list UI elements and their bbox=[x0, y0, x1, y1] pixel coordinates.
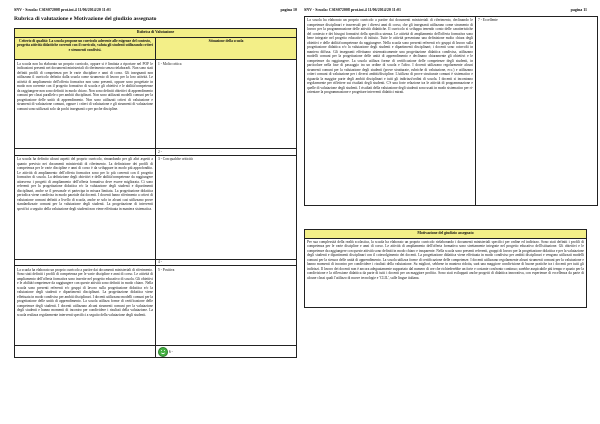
score-option[interactable]: 2 - bbox=[156, 149, 297, 156]
page-right bbox=[304, 7, 587, 356]
header-school-info: SNV - Scuola: CSIS072008 prot.int.4 11/06/2014/20 11:01 bbox=[14, 7, 111, 12]
rubric-criteria-header: Criterio di qualità: La scuola propone un curricolo aderente alle esigenze del contesto, progetta attività didattiche coerenti con il curricolo, valuta gli studenti utilizzando criteri e strumenti condivisi. bbox=[15, 37, 156, 60]
rubric-row-description: La scuola ha elaborato un proprio curricolo a partire dai documenti ministeriali di riferimento. Sono stati definiti i profili di competenza per le varie discipline e anni di corso. Le attività di ampliamento dell'offerta formativa sono inserite nel progetto educativo di scuola. Gli obiettivi e le abilità/competenze da raggiungere con queste attività sono definiti in modo chiaro. Nella scuola sono presenti referenti e/o gruppi di lavoro sulla progettazione didattica e/o la valutazione degli studenti e dipartimenti disciplinari. La progettazione didattica viene effettuata in modo condiviso per ambiti disciplinari. I docenti utilizzano modelli comuni per la progettazione delle unità di apprendimento. La scuola utilizza forme di certificazione delle competenze degli studenti. I docenti utilizzano alcuni strumenti comuni per la valutazione degli studenti e hanno momenti di incontro per condividere i risultati della valutazione. La scuola realizza regolarmente interventi specifici a seguito della valutazione degli studenti. bbox=[15, 266, 156, 346]
header-page-number: pagina 11 bbox=[570, 7, 587, 12]
motivation-text: Per sua complessità della realtà scolastica, la scuola ha elaborato un proprio curricolo rielaborando i documenti ministeriali specifici per ordine ed indirizzo. Sono stati definiti i profili di competenza per le varie discipline e anni di corso. Le attività di ampliamento dell'offerta formativa sono strettamente integrate nel progetto educativo dell'istituzione. Gli obiettivi e le competenze da raggiungere con queste attività sono definiti in modo chiaro e trasparente. Nella scuola sono presenti referenti, gruppi di lavoro per la progettazione didattica e per la valutazione degli studenti e dipartimenti disciplinari con il coinvolgimento dei docenti. La progettazione didattica viene effettuata in modo condiviso per ambiti disciplinari e vengono utilizzati modelli comuni per la stesura delle unità di apprendimento. La scuola utilizza forme di certificazione delle competenze. I docenti utilizzano regolarmente alcuni strumenti comuni per la valutazione e hanno momenti di incontro per condividere i risultati della valutazione. Su migliori, sebbene in maniera ridotta, sarà una maggiore condivisione di buone pratiche tra i docenti per tutti gli indirizzi. Il lavoro dei docenti non è ancora adeguatamente supportato dal numero di ore che richiederebbe un forte e costante confronto continuo; sarebbe auspicabile più tempo e spazio per la condivisione e la riflessione didattica da parte di tutti i docenti per un maggiore profitto. Sono stati sviluppati anche progetti di didattica innovativa, con esperienze di eccellenza da parte di alcune classi quali l'utilizzo di nuove tecnologie e 'CLIL', sulle lingue italiana. bbox=[305, 238, 587, 308]
rubric-table bbox=[14, 28, 297, 358]
rubric-row-description: La scuola non ha elaborato un proprio curricolo, oppure si è limitata a riportare nel POF le indicazioni presenti nei documenti ministeriali di riferimento senza rielaborarli. Non sono stati definiti profili di competenza per le varie discipline e anni di corso. Gli insegnanti non utilizzano il curricolo definito dalla scuola come strumento di lavoro per la loro attività. Le attività di ampliamento dell'offerta formativa non sono presenti, oppure sono progettate in modo non coerente con il progetto formativo di scuola e gli obiettivi e le abilità/competenze da raggiungere non sono definiti in modo chiaro. Non sono definiti obiettivi di apprendimento comuni per classi parallele o per ambiti disciplinari. Non sono utilizzati modelli comuni per la progettazione delle unità di apprendimento. Non sono utilizzati criteri di valutazione e strumenti di valutazione comuni, oppure i criteri di valutazione e gli strumenti di valutazione comuni sono utilizzati solo da pochi insegnanti o per poche discipline. bbox=[15, 60, 156, 149]
rubric-row bbox=[15, 266, 297, 346]
rubric-row-description: La scuola ha elaborato un proprio curricolo a partire dai documenti ministeriali di riferimento, declinando le competenze disciplinari e trasversali per i diversi anni di corso, che gli insegnanti utilizzano come strumento di lavoro per la programmazione delle attività didattiche. Il curricolo si sviluppa tenendo conto delle caratteristiche del contesto e dei bisogni formativi della specifica utenza. Le attività di ampliamento dell'offerta formativa sono bene integrate nel progetto educativo di istituto. Tutte le attività presentano una definizione molto chiara degli obiettivi e delle abilità/competenze da raggiungere. Nella scuola sono presenti referenti e/o gruppi di lavoro sulla progettazione didattica e/o la valutazione degli studenti e dipartimenti disciplinari; i docenti sono coinvolti in maniera diffusa. Gli insegnanti effettuano sistematicamente una progettazione didattica condivisa, utilizzano modelli comuni per la progettazione delle unità di apprendimento e declinano chiaramente gli obiettivi e le competenze da raggiungere. La scuola utilizza forme di certificazione delle competenze degli studenti, in particolare nella fase di passaggio tra un ordine di scuola e l'altro. I docenti utilizzano regolarmente alcuni strumenti comuni per la valutazione degli studenti (prove strutturate, rubriche di valutazione, ecc.) e utilizzano criteri comuni di valutazione per i diversi ambiti/discipline. L'utilizzo di prove strutturate comuni è sistematico e riguarda la maggior parte degli ambiti disciplinari e tutti gli indirizzi/ordini di scuola. I docenti si incontrano regolarmente per riflettere sui risultati degli studenti. C'è una forte relazione tra le attività di programmazione e quelle di valutazione degli studenti. I risultati della valutazione degli studenti sono usati in modo sistematico per ri-orientare la programmazione e progettare interventi didattici mirati. bbox=[305, 17, 476, 206]
rubric-situation-header: Situazione della scuola bbox=[156, 37, 297, 60]
rubric-caption: Rubrica di Valutazione bbox=[15, 29, 297, 38]
rubric-row-level[interactable]: 7 - Eccellente bbox=[476, 17, 598, 206]
page-header bbox=[14, 7, 297, 13]
score-option[interactable]: 4 - bbox=[156, 259, 297, 266]
score-spacer bbox=[15, 346, 156, 358]
rubric-row-description: La scuola ha definito alcuni aspetti del proprio curricolo, rimandando per gli altri aspetti a quanto previsto nei documenti ministeriali di riferimento. La definizione dei profili di competenza per le varie discipline e anni di corso è da sviluppare in modo più approfondito. Le attività di ampliamento dell'offerta formativa sono per lo più coerenti con il progetto formativo di scuola. La definizione degli obiettivi e delle abilità/competenze da raggiungere attraverso i progetti di ampliamento dell'offerta formativa deve essere migliorata. Ci sono referenti per la progettazione didattica e/o la valutazione degli studenti e dipartimenti disciplinari, anche se il personale vi partecipa in misura limitata. La progettazione didattica periodica viene condivisa in modo parziale dai docenti. I docenti fanno riferimento a criteri di valutazione comuni definiti a livello di scuola, anche se solo in alcuni casi utilizzano prove standardizzate comuni per la valutazione degli studenti. La progettazione di interventi specifici a seguito della valutazione degli studenti non viene effettuata in maniera sistematica. bbox=[15, 155, 156, 259]
score-row bbox=[15, 149, 297, 156]
score-option-label: 6 - bbox=[168, 349, 173, 354]
score-row bbox=[15, 346, 297, 358]
score-spacer bbox=[15, 149, 156, 156]
rubric-row bbox=[15, 155, 297, 259]
smiley-face-icon bbox=[158, 347, 168, 357]
motivation-caption: Motivazione del giudizio assegnato bbox=[305, 230, 587, 239]
header-school-info: SNV - Scuola: CSIS072008 prot.int.4 11/06/2014/20 11:01 bbox=[304, 7, 401, 12]
score-spacer bbox=[15, 259, 156, 266]
rubric-row-level[interactable]: 3 - Con qualche criticità bbox=[156, 155, 297, 259]
score-row bbox=[15, 259, 297, 266]
rubric-row-level[interactable]: 5 - Positiva bbox=[156, 266, 297, 346]
score-option-selected[interactable] bbox=[156, 346, 297, 358]
rubric-row bbox=[15, 60, 297, 149]
header-page-number: pagina 10 bbox=[280, 7, 297, 12]
page-title: Rubrica di valutazione e Motivazione del giudizio assegnato bbox=[14, 16, 157, 22]
rubric-table-continued bbox=[304, 16, 598, 206]
page-header bbox=[304, 7, 587, 13]
rubric-row bbox=[305, 17, 598, 206]
page-left bbox=[14, 7, 297, 356]
rubric-row-level[interactable]: 1 - Molto critica bbox=[156, 60, 297, 149]
motivation-table bbox=[304, 229, 587, 308]
